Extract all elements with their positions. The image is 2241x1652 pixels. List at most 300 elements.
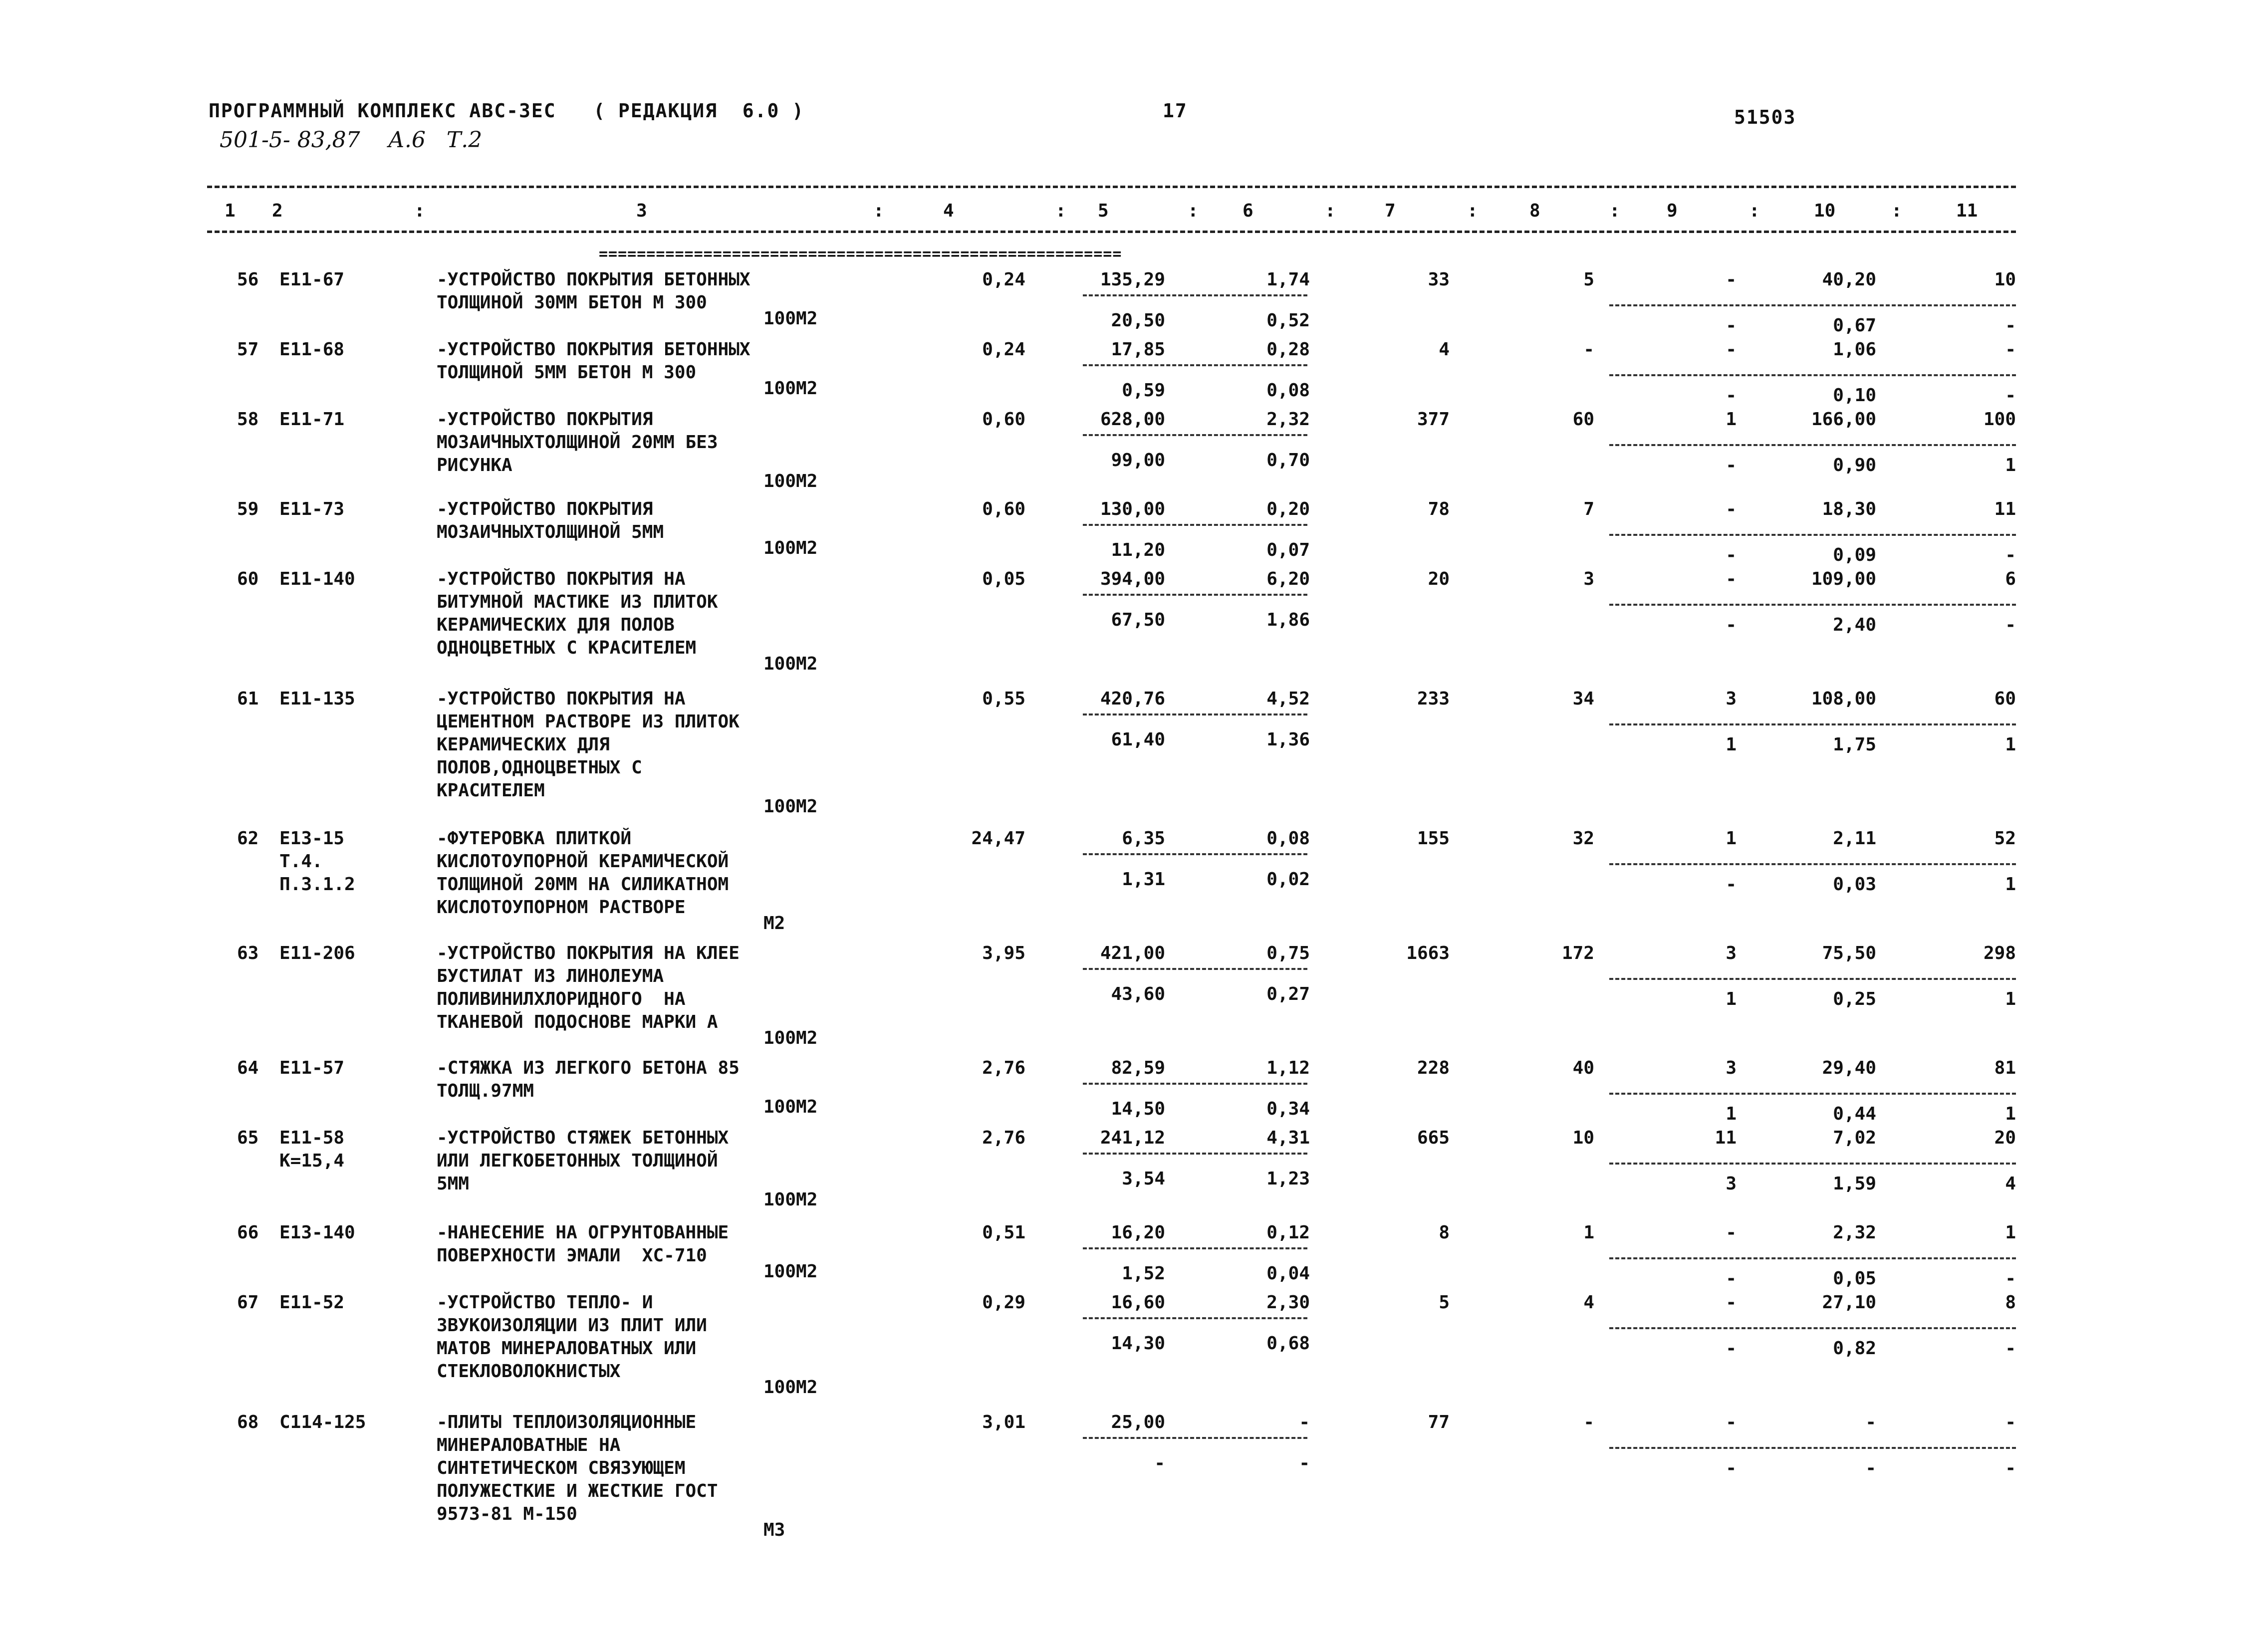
unit-cost: 135,29 bbox=[1100, 269, 1165, 290]
total-cost: 233 bbox=[1417, 689, 1450, 709]
labor-hours: - bbox=[1726, 499, 1737, 519]
work-description: МАТОВ МИНЕРАЛОВАТНЫХ ИЛИ bbox=[437, 1338, 697, 1359]
machine-cost: 0,08 bbox=[1266, 828, 1310, 849]
total-labor: - bbox=[2005, 339, 2016, 360]
total-machine-cost: - bbox=[1583, 339, 1594, 360]
subtotal-rule bbox=[1083, 524, 1307, 526]
subtotal-rule bbox=[1609, 534, 2016, 536]
total-machine-cost: 4 bbox=[1583, 1292, 1594, 1313]
row-number: 60 bbox=[237, 569, 259, 589]
wage-labor: - bbox=[1726, 385, 1737, 406]
wage-labor: 1 bbox=[1726, 989, 1737, 1009]
machine-cost: - bbox=[1299, 1412, 1310, 1432]
subtotal-rule bbox=[1609, 1447, 2016, 1449]
total-machine-cost: 5 bbox=[1583, 269, 1594, 290]
unit-cost: 421,00 bbox=[1100, 943, 1165, 963]
rate-code: Е11-73 bbox=[279, 499, 345, 519]
labor-hours: - bbox=[1726, 1292, 1737, 1313]
unit-of-measure: 100М2 bbox=[763, 1028, 818, 1048]
wage-total: 1 bbox=[2005, 1104, 2016, 1124]
wage-machine: - bbox=[1299, 1453, 1310, 1473]
rate-code: Е11-68 bbox=[279, 339, 345, 360]
rate-code: Е11-57 bbox=[279, 1058, 345, 1078]
wage-machine: 0,27 bbox=[1266, 984, 1310, 1004]
total-cost: 1663 bbox=[1406, 943, 1450, 963]
page-number: 17 bbox=[1163, 100, 1188, 122]
wage-labor-unit: 0,44 bbox=[1833, 1104, 1876, 1124]
wage-labor: - bbox=[1726, 545, 1737, 565]
column-header-5: 5 bbox=[1098, 201, 1109, 221]
total-machine-cost: 40 bbox=[1572, 1058, 1594, 1078]
column-header-10: 10 bbox=[1814, 201, 1836, 221]
wage-total: 1 bbox=[2005, 874, 2016, 895]
work-description: ИЛИ ЛЕГКОБЕТОННЫХ ТОЛЩИНОЙ bbox=[437, 1151, 718, 1171]
wage-unit: 1,31 bbox=[1122, 869, 1165, 890]
subtotal-rule bbox=[1609, 304, 2016, 306]
machine-cost: 4,31 bbox=[1266, 1128, 1310, 1148]
total-machine-cost: 34 bbox=[1572, 689, 1594, 709]
total-cost: 228 bbox=[1417, 1058, 1450, 1078]
subtotal-rule bbox=[1083, 968, 1307, 970]
unit-of-measure: 100М2 bbox=[763, 796, 818, 817]
wage-total: 4 bbox=[2005, 1174, 2016, 1194]
wage-unit: 20,50 bbox=[1111, 310, 1165, 331]
subtotal-rule bbox=[1609, 444, 2016, 446]
unit-of-measure: 100М2 bbox=[763, 471, 818, 491]
column-header-11: 11 bbox=[1956, 201, 1978, 221]
wage-labor-unit: 1,75 bbox=[1833, 734, 1876, 755]
rate-code: Е13-140 bbox=[279, 1222, 355, 1243]
work-description: -УСТРОЙСТВО ПОКРЫТИЯ НА КЛЕЕ bbox=[437, 943, 740, 963]
row-number: 65 bbox=[237, 1128, 259, 1148]
work-description: ТОЛЩИНОЙ 5ММ БЕТОН М 300 bbox=[437, 362, 697, 383]
total-cost: 155 bbox=[1417, 828, 1450, 849]
unit-of-measure: М3 bbox=[763, 1520, 785, 1540]
work-description: -ПЛИТЫ ТЕПЛОИЗОЛЯЦИОННЫЕ bbox=[437, 1412, 697, 1432]
labor-hours: 11 bbox=[1715, 1128, 1737, 1148]
machine-cost: 0,75 bbox=[1266, 943, 1310, 963]
work-description: -УСТРОЙСТВО ПОКРЫТИЯ НА bbox=[437, 689, 686, 709]
work-description: ЗВУКОИЗОЛЯЦИИ ИЗ ПЛИТ ИЛИ bbox=[437, 1315, 707, 1336]
machine-cost: 2,32 bbox=[1266, 409, 1310, 430]
labor-unit: 27,10 bbox=[1822, 1292, 1876, 1313]
work-description: -УСТРОЙСТВО ПОКРЫТИЯ bbox=[437, 409, 653, 430]
wage-unit: 43,60 bbox=[1111, 984, 1165, 1004]
total-cost: 77 bbox=[1428, 1412, 1450, 1432]
total-labor: 10 bbox=[1994, 269, 2016, 290]
column-header-8: 8 bbox=[1529, 201, 1540, 221]
unit-cost: 241,12 bbox=[1100, 1128, 1165, 1148]
unit-cost: 16,20 bbox=[1111, 1222, 1165, 1243]
wage-labor: 1 bbox=[1726, 1104, 1737, 1124]
total-labor: 8 bbox=[2005, 1292, 2016, 1313]
rate-code: К=15,4 bbox=[279, 1151, 345, 1171]
row-number: 61 bbox=[237, 689, 259, 709]
program-title: ПРОГРАММНЫЙ КОМПЛЕКС АВС-3ЕС ( РЕДАКЦИЯ 6.0 ) bbox=[209, 100, 805, 122]
wage-machine: 1,86 bbox=[1266, 610, 1310, 630]
labor-hours: - bbox=[1726, 269, 1737, 290]
quantity: 2,76 bbox=[982, 1058, 1025, 1078]
wage-machine: 0,70 bbox=[1266, 450, 1310, 471]
column-separator: : bbox=[1055, 201, 1066, 221]
labor-hours: - bbox=[1726, 569, 1737, 589]
unit-of-measure: 100М2 bbox=[763, 1189, 818, 1210]
work-description: -СТЯЖКА ИЗ ЛЕГКОГО БЕТОНА 85 bbox=[437, 1058, 740, 1078]
labor-unit: 108,00 bbox=[1811, 689, 1876, 709]
unit-cost: 628,00 bbox=[1100, 409, 1165, 430]
machine-cost: 2,30 bbox=[1266, 1292, 1310, 1313]
row-number: 58 bbox=[237, 409, 259, 430]
labor-hours: - bbox=[1726, 1412, 1737, 1432]
wage-total: 1 bbox=[2005, 734, 2016, 755]
total-cost: 8 bbox=[1439, 1222, 1450, 1243]
subtotal-rule bbox=[1083, 364, 1307, 366]
work-description: ТОЛЩИНОЙ 30ММ БЕТОН М 300 bbox=[437, 292, 707, 313]
total-machine-cost: 32 bbox=[1572, 828, 1594, 849]
wage-machine: 1,23 bbox=[1266, 1169, 1310, 1189]
unit-of-measure: 100М2 bbox=[763, 308, 818, 329]
total-labor: 52 bbox=[1994, 828, 2016, 849]
wage-labor: - bbox=[1726, 615, 1737, 635]
work-description: ПОЛОВ,ОДНОЦВЕТНЫХ С bbox=[437, 757, 642, 778]
rate-code: Е11-135 bbox=[279, 689, 355, 709]
quantity: 0,60 bbox=[982, 409, 1025, 430]
work-description: -УСТРОЙСТВО СТЯЖЕК БЕТОННЫХ bbox=[437, 1128, 729, 1148]
wage-labor-unit: 2,40 bbox=[1833, 615, 1876, 635]
subtotal-rule bbox=[1083, 853, 1307, 855]
labor-unit: 2,32 bbox=[1833, 1222, 1876, 1243]
wage-total: - bbox=[2005, 1268, 2016, 1289]
wage-labor: - bbox=[1726, 455, 1737, 475]
subtotal-rule bbox=[1083, 594, 1307, 596]
column-separator: : bbox=[1749, 201, 1760, 221]
double-separator: ======================================================= bbox=[599, 245, 1122, 263]
labor-hours: 1 bbox=[1726, 409, 1737, 430]
total-labor: 1 bbox=[2005, 1222, 2016, 1243]
total-cost: 20 bbox=[1428, 569, 1450, 589]
wage-unit: 61,40 bbox=[1111, 729, 1165, 750]
column-header-1: 1 bbox=[225, 201, 236, 221]
machine-cost: 1,12 bbox=[1266, 1058, 1310, 1078]
column-header-6: 6 bbox=[1243, 201, 1253, 221]
total-labor: 11 bbox=[1994, 499, 2016, 519]
subtotal-rule bbox=[1609, 1327, 2016, 1329]
labor-unit: 29,40 bbox=[1822, 1058, 1876, 1078]
labor-unit: 109,00 bbox=[1811, 569, 1876, 589]
quantity: 0,60 bbox=[982, 499, 1025, 519]
wage-total: - bbox=[2005, 385, 2016, 406]
wage-unit: 14,30 bbox=[1111, 1333, 1165, 1354]
machine-cost: 0,12 bbox=[1266, 1222, 1310, 1243]
work-description: -УСТРОЙСТВО ТЕПЛО- И bbox=[437, 1292, 653, 1313]
wage-labor-unit: 1,59 bbox=[1833, 1174, 1876, 1194]
unit-cost: 130,00 bbox=[1100, 499, 1165, 519]
work-description: -УСТРОЙСТВО ПОКРЫТИЯ БЕТОННЫХ bbox=[437, 339, 750, 360]
wage-labor-unit: 0,82 bbox=[1833, 1338, 1876, 1359]
unit-of-measure: 100М2 bbox=[763, 1097, 818, 1117]
labor-unit: - bbox=[1865, 1412, 1876, 1432]
work-description: БИТУМНОЙ МАСТИКЕ ИЗ ПЛИТОК bbox=[437, 592, 718, 612]
rate-code: Е11-206 bbox=[279, 943, 355, 963]
quantity: 24,47 bbox=[971, 828, 1025, 849]
rate-code: Е11-140 bbox=[279, 569, 355, 589]
column-separator: : bbox=[1467, 201, 1478, 221]
labor-hours: 3 bbox=[1726, 689, 1737, 709]
work-description: -УСТРОЙСТВО ПОКРЫТИЯ БЕТОННЫХ bbox=[437, 269, 750, 290]
quantity: 0,29 bbox=[982, 1292, 1025, 1313]
unit-of-measure: М2 bbox=[763, 913, 785, 934]
work-description: ПОЛИВИНИЛХЛОРИДНОГО НА bbox=[437, 989, 686, 1009]
quantity: 0,05 bbox=[982, 569, 1025, 589]
machine-cost: 0,28 bbox=[1266, 339, 1310, 360]
subtotal-rule bbox=[1083, 1153, 1307, 1155]
machine-cost: 4,52 bbox=[1266, 689, 1310, 709]
unit-cost: 394,00 bbox=[1100, 569, 1165, 589]
quantity: 2,76 bbox=[982, 1128, 1025, 1148]
rate-code: Е11-58 bbox=[279, 1128, 345, 1148]
wage-machine: 0,04 bbox=[1266, 1263, 1310, 1284]
labor-hours: - bbox=[1726, 339, 1737, 360]
work-description: КИСЛОТОУПОРНОМ РАСТВОРЕ bbox=[437, 897, 686, 918]
subtotal-rule bbox=[1609, 374, 2016, 376]
wage-machine: 0,02 bbox=[1266, 869, 1310, 890]
wage-labor-unit: - bbox=[1865, 1458, 1876, 1478]
subtotal-rule bbox=[1609, 978, 2016, 980]
unit-cost: 16,60 bbox=[1111, 1292, 1165, 1313]
wage-labor: - bbox=[1726, 315, 1737, 336]
rate-code: С114-125 bbox=[279, 1412, 366, 1432]
subtotal-rule bbox=[1083, 713, 1307, 715]
total-machine-cost: 10 bbox=[1572, 1128, 1594, 1148]
work-description: СТЕКЛОВОЛОКНИСТЫХ bbox=[437, 1361, 621, 1382]
labor-unit: 1,06 bbox=[1833, 339, 1876, 360]
column-separator: : bbox=[1188, 201, 1199, 221]
work-description: ТОЛЩ.97ММ bbox=[437, 1081, 534, 1101]
wage-unit: 1,52 bbox=[1122, 1263, 1165, 1284]
work-description: ПОВЕРХНОСТИ ЭМАЛИ ХС-710 bbox=[437, 1245, 707, 1266]
wage-machine: 0,34 bbox=[1266, 1099, 1310, 1119]
work-description: МИНЕРАЛОВАТНЫЕ НА bbox=[437, 1435, 621, 1455]
header-bottom-rule bbox=[207, 231, 2016, 233]
labor-unit: 75,50 bbox=[1822, 943, 1876, 963]
column-header-7: 7 bbox=[1385, 201, 1396, 221]
wage-machine: 0,08 bbox=[1266, 380, 1310, 401]
wage-total: 1 bbox=[2005, 455, 2016, 475]
quantity: 0,24 bbox=[982, 269, 1025, 290]
subtotal-rule bbox=[1083, 1317, 1307, 1319]
wage-unit: 99,00 bbox=[1111, 450, 1165, 471]
work-description: КРАСИТЕЛЕМ bbox=[437, 780, 545, 801]
wage-labor: - bbox=[1726, 1338, 1737, 1359]
total-cost: 5 bbox=[1439, 1292, 1450, 1313]
wage-unit: 0,59 bbox=[1122, 380, 1165, 401]
work-description: КЕРАМИЧЕСКИХ ДЛЯ bbox=[437, 734, 610, 755]
machine-cost: 0,20 bbox=[1266, 499, 1310, 519]
top-rule bbox=[207, 186, 2016, 188]
wage-unit: 3,54 bbox=[1122, 1169, 1165, 1189]
work-description: 9573-81 М-150 bbox=[437, 1504, 577, 1524]
total-cost: 665 bbox=[1417, 1128, 1450, 1148]
row-number: 63 bbox=[237, 943, 259, 963]
total-labor: 6 bbox=[2005, 569, 2016, 589]
total-machine-cost: 3 bbox=[1583, 569, 1594, 589]
wage-total: - bbox=[2005, 315, 2016, 336]
wage-machine: 0,07 bbox=[1266, 540, 1310, 560]
quantity: 0,51 bbox=[982, 1222, 1025, 1243]
wage-unit: 67,50 bbox=[1111, 610, 1165, 630]
quantity: 0,24 bbox=[982, 339, 1025, 360]
wage-labor-unit: 0,90 bbox=[1833, 455, 1876, 475]
column-separator: : bbox=[1609, 201, 1620, 221]
subtotal-rule bbox=[1609, 723, 2016, 725]
wage-labor: 1 bbox=[1726, 734, 1737, 755]
labor-hours: 1 bbox=[1726, 828, 1737, 849]
total-labor: 298 bbox=[1983, 943, 2016, 963]
labor-unit: 7,02 bbox=[1833, 1128, 1876, 1148]
document-code: 51503 bbox=[1734, 106, 1796, 128]
wage-total: - bbox=[2005, 1458, 2016, 1478]
column-separator: : bbox=[414, 201, 425, 221]
wage-machine: 1,36 bbox=[1266, 729, 1310, 750]
subtotal-rule bbox=[1083, 1247, 1307, 1249]
unit-of-measure: 100М2 bbox=[763, 1377, 818, 1398]
total-cost: 33 bbox=[1428, 269, 1450, 290]
row-number: 62 bbox=[237, 828, 259, 849]
handwritten-reference: 501-5- 83,87 А.6 Т.2 bbox=[220, 127, 483, 153]
subtotal-rule bbox=[1609, 1257, 2016, 1259]
quantity: 3,95 bbox=[982, 943, 1025, 963]
wage-labor: - bbox=[1726, 1268, 1737, 1289]
wage-total: - bbox=[2005, 545, 2016, 565]
labor-hours: 3 bbox=[1726, 943, 1737, 963]
subtotal-rule bbox=[1083, 1083, 1307, 1085]
work-description: РИСУНКА bbox=[437, 455, 512, 475]
rate-code: Т.4. bbox=[279, 851, 323, 872]
work-description: -УСТРОЙСТВО ПОКРЫТИЯ НА bbox=[437, 569, 686, 589]
column-header-3: 3 bbox=[636, 201, 647, 221]
subtotal-rule bbox=[1083, 434, 1307, 436]
rate-code: Е13-15 bbox=[279, 828, 345, 849]
column-header-2: 2 bbox=[272, 201, 283, 221]
column-separator: : bbox=[1891, 201, 1902, 221]
total-machine-cost: - bbox=[1583, 1412, 1594, 1432]
quantity: 3,01 bbox=[982, 1412, 1025, 1432]
rate-code: Е11-71 bbox=[279, 409, 345, 430]
wage-unit: - bbox=[1154, 1453, 1165, 1473]
total-machine-cost: 7 bbox=[1583, 499, 1594, 519]
total-labor: 60 bbox=[1994, 689, 2016, 709]
work-description: ТКАНЕВОЙ ПОДОСНОВЕ МАРКИ А bbox=[437, 1012, 718, 1032]
column-header-9: 9 bbox=[1667, 201, 1678, 221]
work-description: ТОЛЩИНОЙ 20ММ НА СИЛИКАТНОМ bbox=[437, 874, 729, 895]
wage-total: - bbox=[2005, 615, 2016, 635]
wage-labor-unit: 0,03 bbox=[1833, 874, 1876, 895]
work-description: КЕРАМИЧЕСКИХ ДЛЯ ПОЛОВ bbox=[437, 615, 675, 635]
column-header-4: 4 bbox=[943, 201, 954, 221]
work-description: ЦЕМЕНТНОМ РАСТВОРЕ ИЗ ПЛИТОК bbox=[437, 711, 740, 732]
row-number: 57 bbox=[237, 339, 259, 360]
work-description: -ФУТЕРОВКА ПЛИТКОЙ bbox=[437, 828, 632, 849]
row-number: 64 bbox=[237, 1058, 259, 1078]
total-machine-cost: 172 bbox=[1561, 943, 1594, 963]
wage-labor: - bbox=[1726, 1458, 1737, 1478]
total-cost: 377 bbox=[1417, 409, 1450, 430]
work-description: МОЗАИЧНЫХТОЛЩИНОЙ 20ММ БЕЗ bbox=[437, 432, 718, 453]
labor-unit: 166,00 bbox=[1811, 409, 1876, 430]
wage-labor-unit: 0,10 bbox=[1833, 385, 1876, 406]
column-separator: : bbox=[1325, 201, 1336, 221]
rate-code: Е11-52 bbox=[279, 1292, 345, 1313]
unit-of-measure: 100М2 bbox=[763, 1261, 818, 1282]
quantity: 0,55 bbox=[982, 689, 1025, 709]
labor-unit: 2,11 bbox=[1833, 828, 1876, 849]
rate-code: П.3.1.2 bbox=[279, 874, 355, 895]
subtotal-rule bbox=[1083, 1437, 1307, 1439]
subtotal-rule bbox=[1609, 604, 2016, 606]
row-number: 68 bbox=[237, 1412, 259, 1432]
labor-unit: 18,30 bbox=[1822, 499, 1876, 519]
column-separator: : bbox=[873, 201, 884, 221]
machine-cost: 6,20 bbox=[1266, 569, 1310, 589]
total-cost: 78 bbox=[1428, 499, 1450, 519]
unit-cost: 6,35 bbox=[1122, 828, 1165, 849]
unit-cost: 17,85 bbox=[1111, 339, 1165, 360]
machine-cost: 1,74 bbox=[1266, 269, 1310, 290]
row-number: 59 bbox=[237, 499, 259, 519]
subtotal-rule bbox=[1083, 294, 1307, 296]
wage-unit: 14,50 bbox=[1111, 1099, 1165, 1119]
wage-unit: 11,20 bbox=[1111, 540, 1165, 560]
row-number: 56 bbox=[237, 269, 259, 290]
work-description: -УСТРОЙСТВО ПОКРЫТИЯ bbox=[437, 499, 653, 519]
labor-hours: - bbox=[1726, 1222, 1737, 1243]
unit-of-measure: 100М2 bbox=[763, 538, 818, 558]
wage-machine: 0,68 bbox=[1266, 1333, 1310, 1354]
wage-labor-unit: 0,05 bbox=[1833, 1268, 1876, 1289]
total-machine-cost: 60 bbox=[1572, 409, 1594, 430]
labor-hours: 3 bbox=[1726, 1058, 1737, 1078]
row-number: 66 bbox=[237, 1222, 259, 1243]
work-description: ПОЛУЖЕСТКИЕ И ЖЕСТКИЕ ГОСТ bbox=[437, 1481, 718, 1501]
wage-labor-unit: 0,25 bbox=[1833, 989, 1876, 1009]
wage-labor: - bbox=[1726, 874, 1737, 895]
unit-of-measure: 100М2 bbox=[763, 378, 818, 399]
wage-total: 1 bbox=[2005, 989, 2016, 1009]
wage-labor-unit: 0,67 bbox=[1833, 315, 1876, 336]
unit-cost: 420,76 bbox=[1100, 689, 1165, 709]
total-cost: 4 bbox=[1439, 339, 1450, 360]
work-description: -НАНЕСЕНИЕ НА ОГРУНТОВАННЫЕ bbox=[437, 1222, 729, 1243]
total-labor: 20 bbox=[1994, 1128, 2016, 1148]
subtotal-rule bbox=[1609, 863, 2016, 865]
work-description: ОДНОЦВЕТНЫХ С КРАСИТЕЛЕМ bbox=[437, 638, 697, 658]
labor-unit: 40,20 bbox=[1822, 269, 1876, 290]
work-description: 5ММ bbox=[437, 1174, 470, 1194]
row-number: 67 bbox=[237, 1292, 259, 1313]
unit-cost: 82,59 bbox=[1111, 1058, 1165, 1078]
total-machine-cost: 1 bbox=[1583, 1222, 1594, 1243]
subtotal-rule bbox=[1609, 1093, 2016, 1095]
work-description: СИНТЕТИЧЕСКОМ СВЯЗУЮЩЕМ bbox=[437, 1458, 686, 1478]
total-labor: - bbox=[2005, 1412, 2016, 1432]
subtotal-rule bbox=[1609, 1163, 2016, 1165]
work-description: МОЗАИЧНЫХТОЛЩИНОЙ 5ММ bbox=[437, 522, 664, 542]
wage-machine: 0,52 bbox=[1266, 310, 1310, 331]
unit-cost: 25,00 bbox=[1111, 1412, 1165, 1432]
total-labor: 100 bbox=[1983, 409, 2016, 430]
rate-code: Е11-67 bbox=[279, 269, 345, 290]
total-labor: 81 bbox=[1994, 1058, 2016, 1078]
